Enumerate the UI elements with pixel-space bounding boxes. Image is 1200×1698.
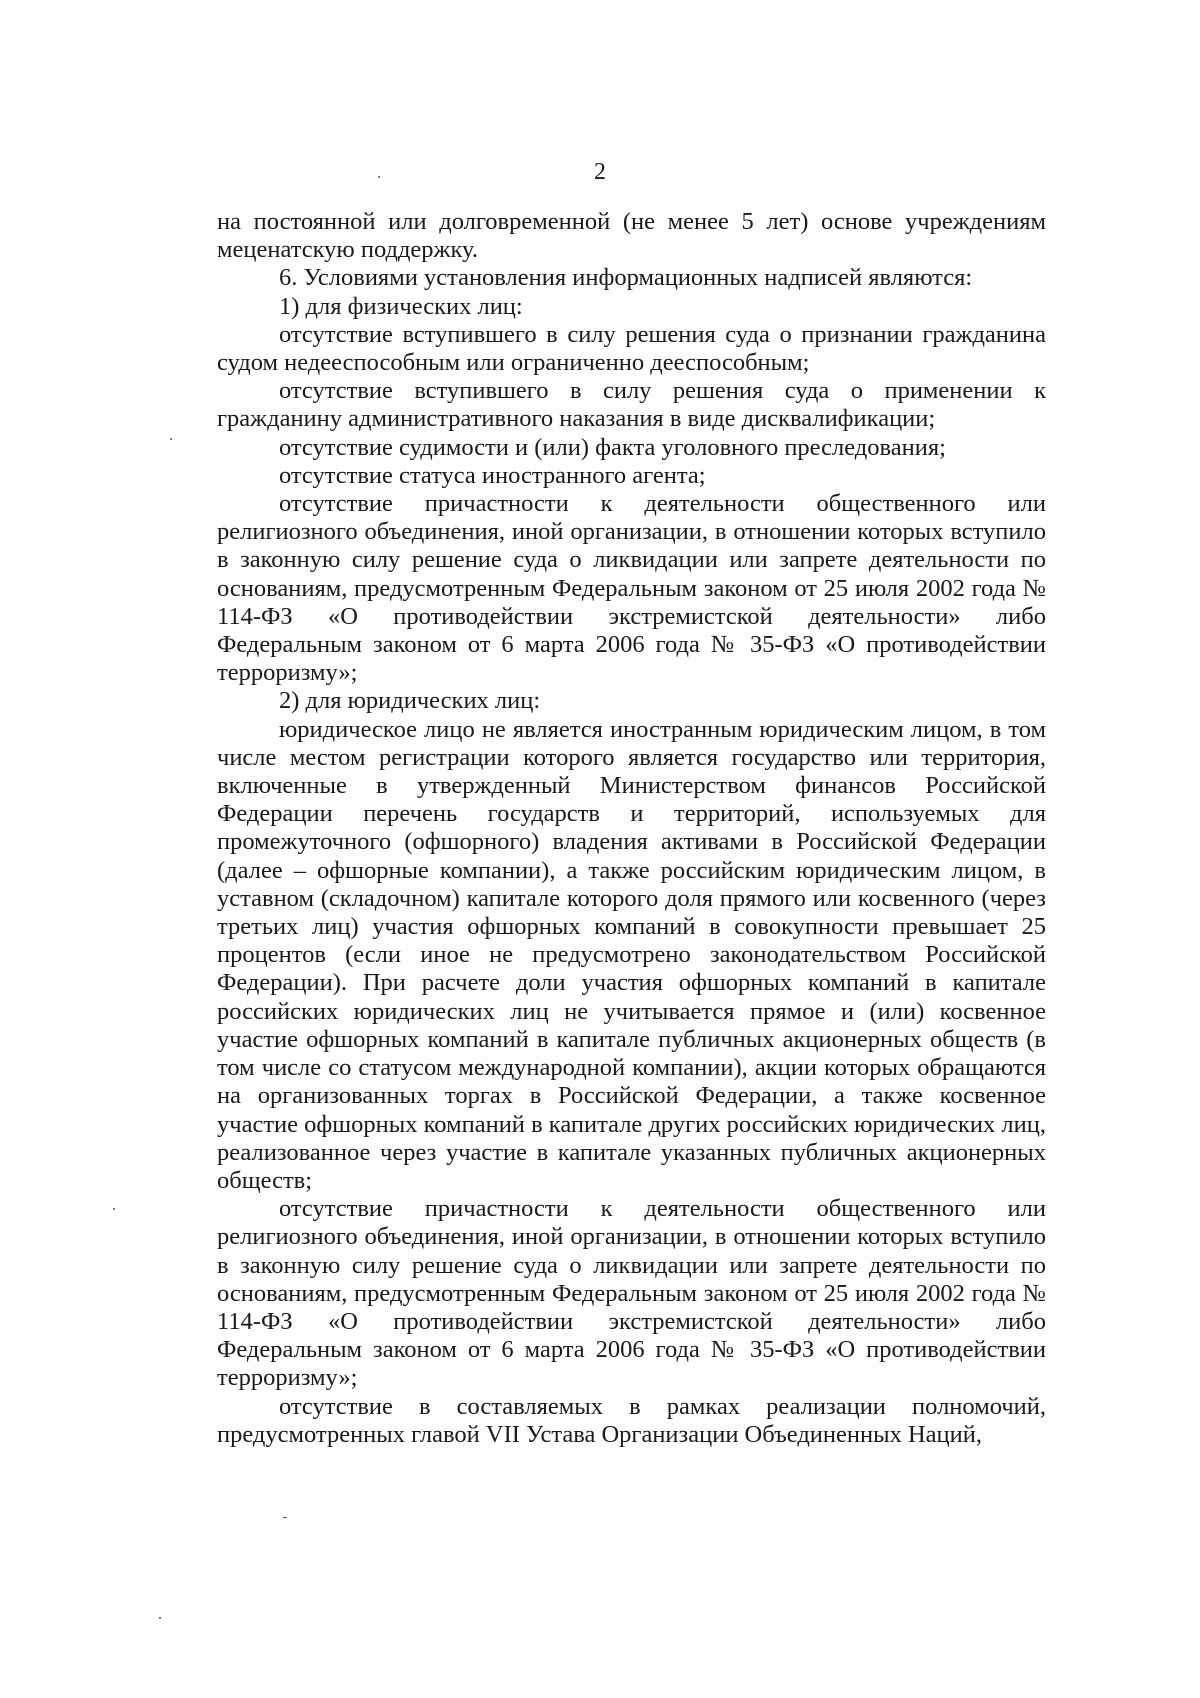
paragraph-legal-entities-offshore: юридическое лицо не является иностранным юридическим лицом, в том числе местом регистрации которого является государство или территория, включенные в утвержденный Министерством финансов Российской Федерации перечень государств и территорий, используемых для промежуточного (офшорного) владения активами в Российской Федерации (далее – офшорные компании), а также российским юридическим лицом, в уставном (складочном) капитале которого доля прямого или косвенного (через третьих лиц) участия офшорных компаний в совокупности превышает 25 процентов (если иное не предусмотрено законодательством Российской Федерации). При расчете доли участия офшорных компаний в капитале российских юридических лиц не учитывается прямое и (или) косвенное участие офшорных компаний в капитале публичных акционерных обществ (в том числе со статусом международной компании), акции которых обращаются на организованных торгах в Российской Федерации, а также косвенное участие офшорных компаний в капитале других российских юридических лиц, реализованное через участие в капитале указанных публичных акционерных обществ; bbox=[217, 715, 1046, 1194]
page-number: 2 bbox=[594, 159, 606, 185]
scan-speck bbox=[283, 1517, 287, 1518]
scan-speck bbox=[170, 438, 172, 440]
paragraph-individuals-foreign-agent: отсутствие статуса иностранного агента; bbox=[279, 461, 706, 489]
paragraph-individuals-heading: 1) для физических лиц: bbox=[279, 292, 523, 320]
paragraph-continuation: на постоянной или долговременной (не менее 5 лет) основе учреждениям меценатскую поддержку. bbox=[217, 208, 1046, 264]
scan-speck bbox=[378, 176, 380, 178]
paragraph-individuals-capacity: отсутствие вступившего в силу решения суда о признании гражданина судом недееспособным или ограниченно дееспособным; bbox=[217, 320, 1046, 377]
paragraph-individuals-criminal-record: отсутствие судимости и (или) факта уголовного преследования; bbox=[279, 433, 946, 461]
paragraph-individuals-extremism: отсутствие причастности к деятельности общественного или религиозного объединения, иной организации, в отношении которых вступило в законную силу решение суда о ликвидации или запрете деятельности по основаниям, предусмотренным Федеральным законом от 25 июля 2002 года № 114-ФЗ «О противодействии экстремистской деятельности» либо Федеральным законом от 6 марта 2006 года № 35-ФЗ «О противодействии терроризму»; bbox=[217, 490, 1046, 687]
paragraph-individuals-disqualification: отсутствие вступившего в силу решения суда о применении к гражданину административного наказания в виде дисквалификации; bbox=[217, 377, 1046, 433]
paragraph-un-charter: отсутствие в составляемых в рамках реализации полномочий, предусмотренных главой VII Устава Организации Объединенных Наций, bbox=[217, 1392, 1046, 1448]
paragraph-legal-entities-extremism: отсутствие причастности к деятельности общественного или религиозного объединения, иной организации, в отношении которых вступило в законную силу решение суда о ликвидации или запрете деятельности по основаниям, предусмотренным Федеральным законом от 25 июля 2002 года № 114-ФЗ «О противодействии экстремистской деятельности» либо Федеральным законом от 6 марта 2006 года № 35-ФЗ «О противодействии терроризму»; bbox=[217, 1195, 1046, 1392]
scan-speck bbox=[113, 1208, 115, 1210]
document-body bbox=[217, 208, 1046, 1449]
paragraph-conditions-heading: 6. Условиями установления информационных надписей являются: bbox=[279, 264, 973, 292]
paragraph-legal-entities-heading: 2) для юридических лиц: bbox=[279, 687, 541, 715]
scan-speck bbox=[159, 1617, 161, 1619]
